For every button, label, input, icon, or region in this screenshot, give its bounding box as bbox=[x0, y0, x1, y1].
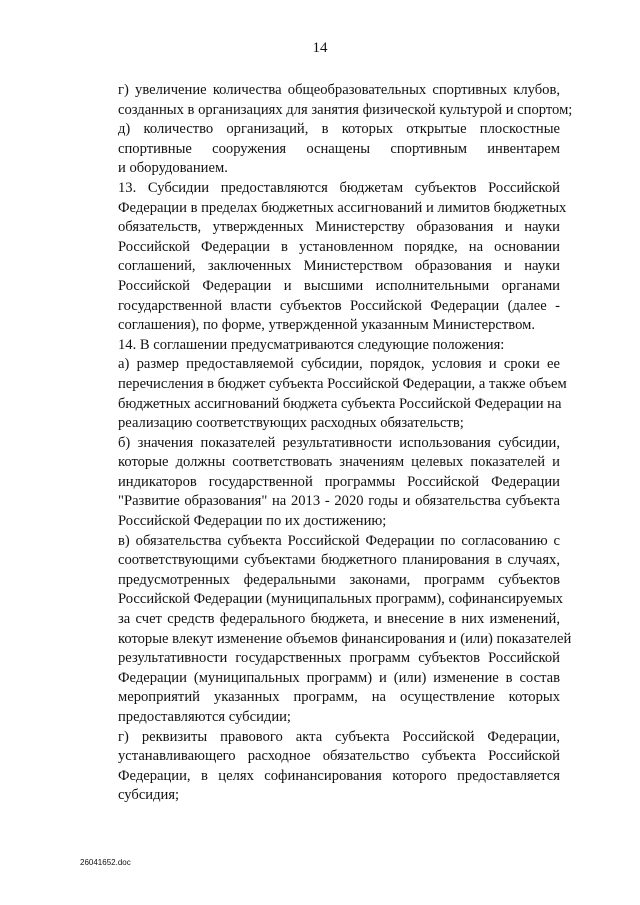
text-line: субсидия; bbox=[118, 787, 180, 804]
text-line: 13. Субсидии предоставляются бюджетам субъектов Российской bbox=[118, 179, 560, 196]
text-line: г) реквизиты правового акта субъекта Российской Федерации, bbox=[118, 728, 560, 745]
text-line: Российской Федерации (муниципальных программ), софинансируемых bbox=[118, 591, 563, 608]
text-line: устанавливающего расходное обязательство субъекта Российской bbox=[118, 748, 560, 765]
text-line: Федерации в пределах бюджетных ассигнований и лимитов бюджетных bbox=[118, 199, 567, 216]
text-line: г) увеличение количества общеобразовательных спортивных клубов, bbox=[118, 82, 560, 98]
text-line: за счет средств федерального бюджета, и внесение в них изменений, bbox=[118, 611, 560, 628]
text-line: д) количество организаций, в которых открытые плоскостные bbox=[118, 121, 560, 138]
text-line: в) обязательства субъекта Российской Федерации по согласованию с bbox=[118, 532, 560, 549]
text-line: результативности государственных программ субъектов Российской bbox=[118, 650, 560, 667]
paragraph bbox=[80, 355, 567, 433]
file-name-footer: 26041652.doc bbox=[80, 858, 131, 867]
text-line: которые влекут изменение объемов финансирования и (или) показателей bbox=[118, 630, 572, 647]
text-line: реализацию соответствующих расходных обязательств; bbox=[118, 415, 464, 432]
text-line: государственной власти субъектов Российской Федерации (далее - bbox=[118, 297, 560, 314]
paragraph bbox=[80, 179, 567, 336]
text-line: бюджетных ассигнований бюджета субъекта Российской Федерации на bbox=[118, 395, 562, 412]
text-line: созданных в организациях для занятия физической культурой и спортом; bbox=[118, 101, 573, 118]
text-line: предусмотренных федеральными законами, программ субъектов bbox=[118, 571, 560, 588]
text-line: соглашения), по форме, утвержденной указанным Министерством. bbox=[118, 317, 535, 334]
text-line: обязательств, утвержденных Министерству образования и науки bbox=[118, 219, 560, 236]
paragraph bbox=[80, 728, 560, 806]
text-line: Федерации, в целях софинансирования которого предоставляется bbox=[118, 767, 560, 784]
text-line: предоставляются субсидии; bbox=[118, 709, 291, 725]
text-line: 14. В соглашении предусматриваются следующие положения: bbox=[118, 336, 505, 353]
text-line: а) размер предоставляемой субсидии, порядок, условия и сроки ее bbox=[118, 356, 560, 373]
text-line: перечисления в бюджет субъекта Российской Федерации, а также объем bbox=[118, 375, 567, 392]
text-line: мероприятий указанных программ, на осуществление которых bbox=[118, 689, 560, 706]
text-line: Российской Федерации по их достижению; bbox=[118, 513, 387, 530]
text-line: индикаторов государственной программы Российской Федерации bbox=[118, 473, 560, 490]
text-line: которые должны соответствовать значениям целевых показателей и bbox=[118, 454, 560, 471]
text-line: спортивные сооружения оснащены спортивным инвентарем bbox=[118, 140, 560, 157]
document-body bbox=[80, 81, 573, 806]
text-line: "Развитие образования" на 2013 - 2020 годы и обязательства субъекта bbox=[118, 493, 560, 510]
text-line: и оборудованием. bbox=[118, 160, 228, 177]
text-line: б) значения показателей результативности использования субсидии, bbox=[118, 434, 560, 451]
paragraph bbox=[80, 532, 572, 728]
paragraph bbox=[80, 81, 573, 120]
paragraph bbox=[80, 120, 560, 179]
text-line: Российской Федерации в установленном порядке, на основании bbox=[118, 238, 560, 255]
page-number: 14 bbox=[312, 40, 328, 56]
text-line: Российской Федерации и высшими исполнительными органами bbox=[118, 277, 560, 294]
text-line: Федерации (муниципальных программ) и (или) изменение в состав bbox=[118, 669, 560, 686]
paragraph bbox=[80, 434, 560, 532]
text-line: соответствующими субъектами бюджетного планирования в случаях, bbox=[118, 552, 560, 569]
text-line: соглашений, заключенных Министерством образования и науки bbox=[118, 258, 560, 275]
paragraph bbox=[80, 336, 560, 356]
